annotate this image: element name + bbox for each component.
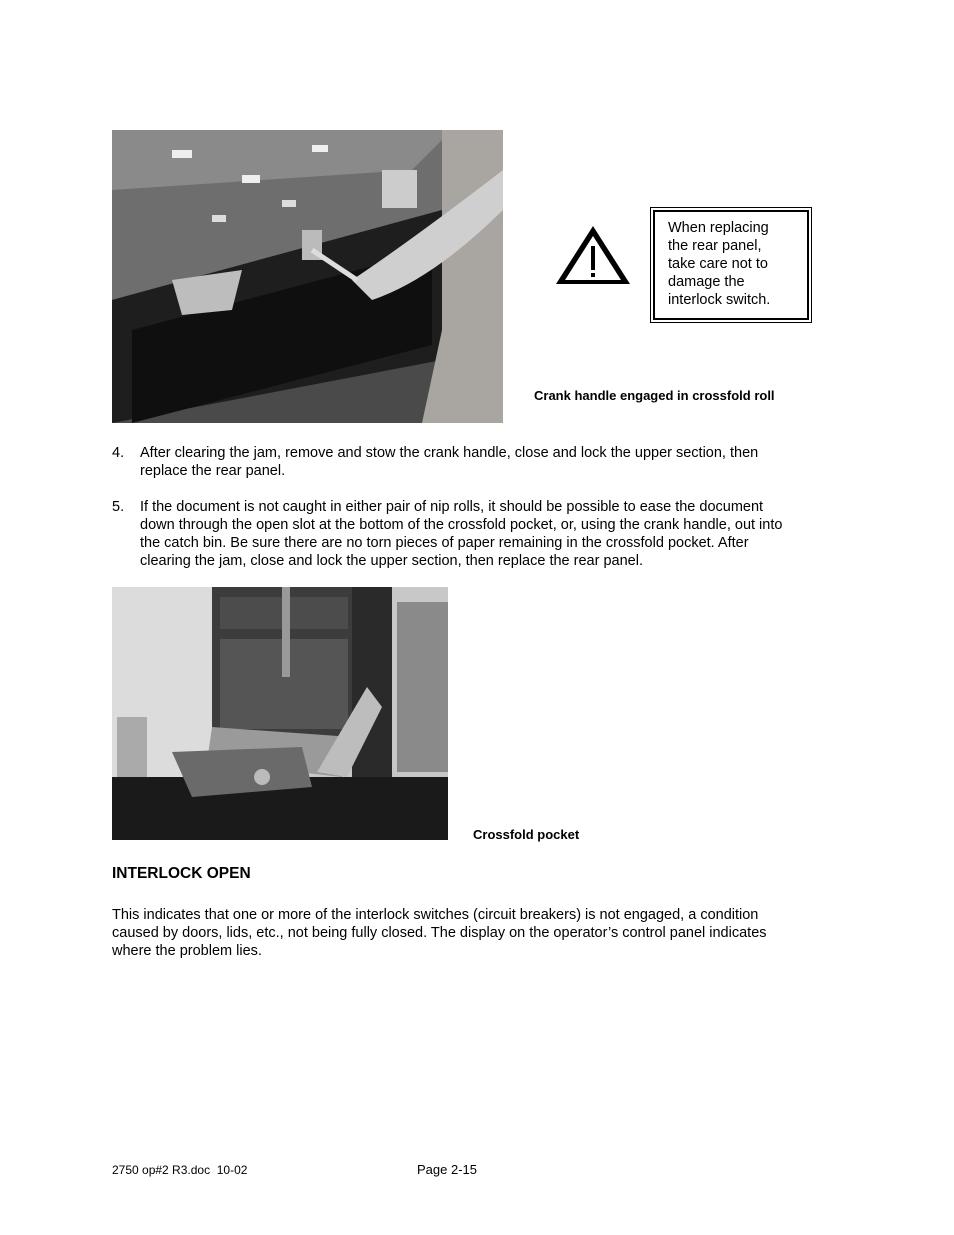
footer-page-number: Page 2-15 <box>417 1162 477 1177</box>
footer-document-id: 2750 op#2 R3.doc 10-02 <box>112 1163 248 1177</box>
section-heading: INTERLOCK OPEN <box>112 865 251 882</box>
step-line: the catch bin. Be sure there are no torn pieces of paper remaining in the crossfold pocket. After <box>140 535 749 551</box>
warning-note-box <box>650 207 812 323</box>
warning-line: When replacing <box>668 220 769 236</box>
step-number: 5. <box>112 499 125 515</box>
photo2-caption: Crossfold pocket <box>473 827 580 842</box>
photo1-caption: Crank handle engaged in crossfold roll <box>534 388 775 403</box>
step-text <box>140 444 840 480</box>
body-line: where the problem lies. <box>112 943 262 959</box>
crank-handle-photo <box>112 130 503 423</box>
step-line: After clearing the jam, remove and stow the crank handle, close and lock the upper section, then <box>140 445 759 461</box>
warning-line: interlock switch. <box>668 292 771 308</box>
step-line: replace the rear panel. <box>140 463 286 479</box>
warning-line: take care not to <box>668 256 768 272</box>
step-line: If the document is not caught in either pair of nip rolls, it should be possible to ease the document <box>140 499 764 515</box>
step-number: 4. <box>112 445 125 461</box>
warning-line: damage the <box>668 274 745 290</box>
interlock-description <box>112 906 837 960</box>
body-line: This indicates that one or more of the interlock switches (circuit breakers) is not engaged, a condition <box>112 907 759 923</box>
step-line: clearing the jam, close and lock the upper section, then replace the rear panel. <box>140 553 643 569</box>
warning-triangle-icon <box>554 224 632 286</box>
body-line: caused by doors, lids, etc., not being fully closed. The display on the operator’s control panel indicates <box>112 925 767 941</box>
step-text <box>140 498 840 570</box>
step-line: down through the open slot at the bottom of the crossfold pocket, or, using the crank handle, out into <box>140 517 783 533</box>
crossfold-pocket-photo <box>112 587 448 840</box>
warning-line: the rear panel, <box>668 238 762 254</box>
